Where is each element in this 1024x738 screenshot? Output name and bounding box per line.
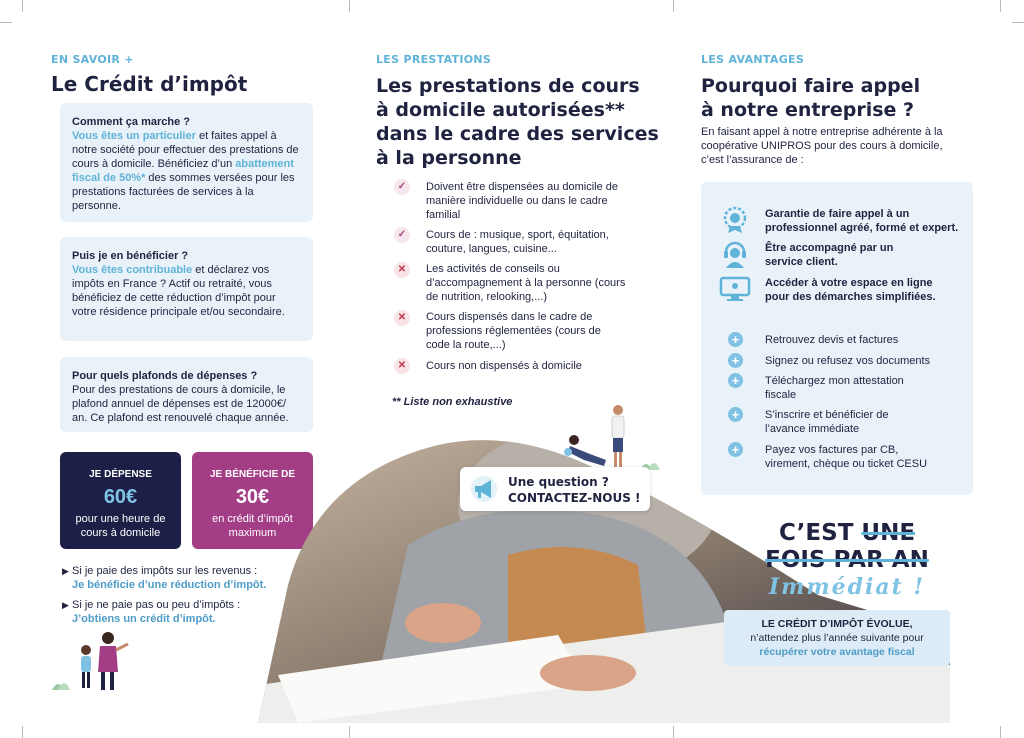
box-title: Comment ça marche ? (72, 116, 190, 128)
card-label: JE DÉPENSE (89, 469, 152, 480)
cross-icon: ✕ (394, 262, 410, 278)
contact-line1: Une question ? (508, 475, 609, 489)
prestation-item: Cours non dispensés à domicile (426, 360, 582, 372)
spend-card (60, 452, 181, 549)
crop-mark (22, 726, 23, 738)
perk-item: Retrouvez devis et factures (765, 334, 899, 346)
info-box-ceiling (60, 357, 313, 432)
plus-icon: + (728, 353, 743, 368)
credit-evolution-box (724, 610, 950, 666)
crop-mark (349, 0, 350, 12)
prestation-item: Doivent être dispensées au domicile de manière individuelle ou dans le cadre familial (426, 181, 619, 221)
highlight-text: abattement fiscal de 50%* (72, 158, 294, 184)
prestation-item: Cours de : musique, sport, équitation, couture, langues, cuisine... (426, 229, 609, 255)
box-title: Puis je en bénéficier ? (72, 250, 189, 262)
plus-icon: + (728, 407, 743, 422)
slogan (752, 520, 942, 601)
col3-title (701, 74, 920, 122)
col1-kicker: EN SAVOIR + (51, 53, 134, 66)
triangle-bullet-icon: ▶ (62, 600, 69, 610)
triangle-bullet-icon: ▶ (62, 566, 69, 576)
card-desc: pour une heure de cours à domicile (75, 513, 166, 539)
crop-mark (1000, 0, 1001, 12)
feature-text: Accéder à votre espace en ligne pour des démarches simplifiées. (765, 277, 936, 303)
megaphone-icon (468, 475, 500, 503)
slogan-struck-text: UNE (861, 520, 916, 546)
cross-icon: ✕ (394, 310, 410, 326)
title-line: Pourquoi faire appel (701, 75, 921, 97)
card-label: JE BÉNÉFICIE DE (209, 469, 296, 480)
body-text: et déclarez vos impôts en France ? Actif ou retraité, vous bénéficiez de cette réduction d’impôt pour votre résidence principale et/ou secondaire. (72, 264, 285, 318)
col2-kicker: LES PRESTATIONS (376, 53, 492, 66)
title-line: à la personne (376, 147, 522, 169)
contact-line2: CONTACTEZ-NOUS ! (508, 491, 641, 505)
title-line: à notre entreprise ? (701, 99, 915, 121)
slogan-struck-text: FOIS PAR AN (765, 547, 929, 573)
bullet-text: Si je ne paie pas ou peu d’impôts : (71, 599, 241, 611)
slogan-immediat: Immédiat ! (768, 574, 926, 600)
plus-icon: + (728, 442, 743, 457)
crop-mark (1000, 726, 1001, 738)
info-box-how-it-works (60, 103, 313, 222)
feature-text: Être accompagné par un service client. (765, 242, 894, 268)
box-body (72, 263, 301, 319)
badge-icon (721, 206, 749, 234)
check-icon: ✓ (394, 179, 410, 195)
crop-mark (1012, 22, 1024, 23)
highlight-text: Vous êtes contribuable (72, 264, 193, 276)
prestation-item: Cours dispensés dans le cadre de professions réglementées (cours de code la route,...) (426, 311, 601, 351)
title-line: à domicile autorisées** (376, 99, 625, 121)
box-title: Pour quels plafonds de dépenses ? (72, 370, 258, 382)
card-amount: 30€ (235, 486, 270, 508)
perk-item: S’inscrire et bénéficier de l’avance immédiate (765, 409, 889, 435)
col2-title (376, 74, 676, 170)
family-illustration (50, 628, 140, 692)
support-icon (722, 240, 748, 268)
slogan-text: C’EST (778, 520, 862, 546)
col3-kicker: LES AVANTAGES (701, 53, 805, 66)
bullet-text: Si je paie des impôts sur les revenus : (71, 565, 258, 577)
perk-item: Payez vos factures par CB, virement, chèque ou ticket CESU (765, 444, 928, 470)
bullet-highlight: Je bénéficie d’une réduction d’impôt. (72, 579, 267, 591)
col1-title: Le Crédit d’impôt (51, 72, 248, 96)
body-text: et faites appel à notre société pour effectuer des prestations de cours à domicile. Bénéficiez d’un (72, 130, 299, 170)
box-body: Pour des prestations de cours à domicile, le plafond annuel de dépenses est de 12000€/ an. Ce plafond est renouvelé chaque année. (72, 384, 289, 424)
card-amount: 60€ (103, 486, 138, 508)
crop-mark (22, 0, 23, 12)
credit-highlight: récupérer votre avantage fiscal (759, 646, 915, 658)
prestation-item: Les activités de conseils ou d’accompagnement à la personne (cours de nutrition, relooking,...) (426, 263, 626, 303)
bullet-highlight: J’obtiens un crédit d’impôt. (72, 613, 216, 625)
perk-item: Signez ou refusez vos documents (765, 355, 931, 367)
crop-mark (673, 726, 674, 738)
perk-item: Téléchargez mon attestation fiscale (765, 375, 904, 401)
screen-icon (719, 276, 751, 302)
crop-mark (349, 726, 350, 738)
plus-icon: + (728, 373, 743, 388)
crop-mark (673, 0, 674, 12)
card-desc: en crédit d’impôt maximum (212, 513, 293, 539)
box-body (72, 129, 301, 213)
info-box-eligibility (60, 237, 313, 341)
cross-icon: ✕ (394, 358, 410, 374)
body-text: des sommes versées pour les prestations facturées de services à la personne. (72, 172, 295, 212)
col3-intro: En faisant appel à notre entreprise adhérente à la coopérative UNIPROS pour des cours à domicile, c’est l’assurance de : (701, 126, 943, 166)
credit-title: LE CRÉDIT D’IMPÔT ÉVOLUE, (761, 618, 913, 630)
credit-text: n’attendez plus l’année suivante pour (750, 632, 924, 644)
feature-text: Garantie de faire appel à un professionnel agréé, formé et expert. (765, 208, 959, 234)
highlight-text: Vous êtes un particulier (72, 130, 196, 142)
slogan-line1 (752, 520, 942, 547)
title-line: Les prestations de cours (376, 75, 640, 97)
check-icon: ✓ (394, 227, 410, 243)
contact-badge[interactable] (460, 467, 650, 511)
title-line: dans le cadre des services (376, 123, 659, 145)
footnote: ** Liste non exhaustive (392, 396, 513, 408)
plus-icon: + (728, 332, 743, 347)
crop-mark (0, 22, 12, 23)
